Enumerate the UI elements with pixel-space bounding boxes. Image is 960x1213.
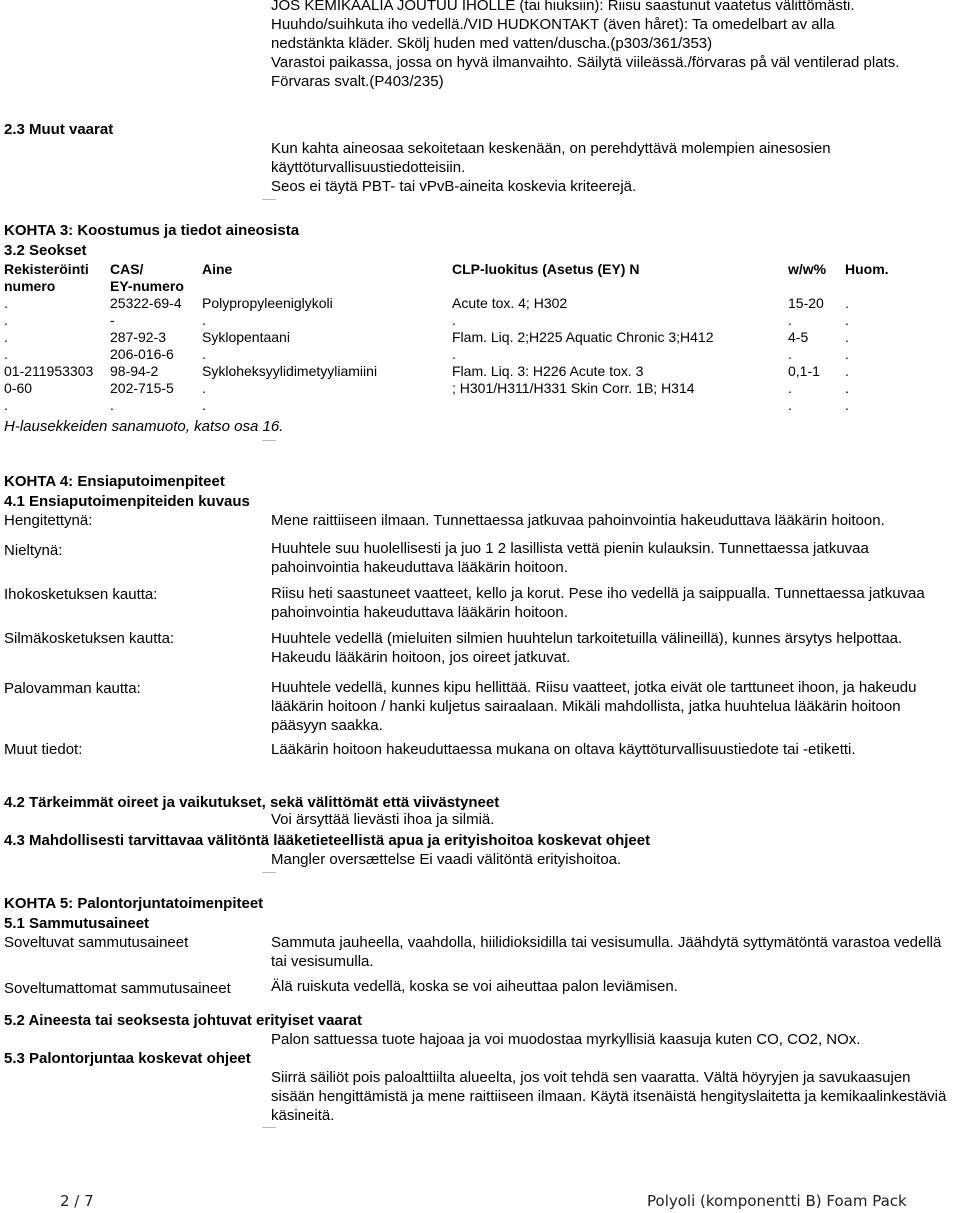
composition-cell-aine: . <box>202 380 206 396</box>
composition-cell-aine: . <box>202 397 206 413</box>
composition-cell-ww: 4-5 <box>788 329 809 345</box>
first-aid-text-other: Lääkärin hoitoon hakeuduttaessa mukana on oltava käyttöturvallisuustiedote tai -etiketti. <box>271 741 856 758</box>
first-aid-label-other: Muut tiedot: <box>4 741 83 758</box>
composition-cell-cas: 98-94-2 <box>110 363 159 379</box>
extinguishing-suitable-text: Sammuta jauheella, vaahdolla, hiilidioksidilla tai vesisumulla. Jäähdytä syttymätöntä varastoa vedellä tai vesisumulla. <box>271 934 942 970</box>
section-4-1-heading: 4.1 Ensiaputoimenpiteiden kuvaus <box>4 493 250 510</box>
composition-cell-aine: Polypropyleeniglykoli <box>202 295 333 311</box>
composition-cell-reg: 01-211953303 <box>4 363 94 379</box>
composition-cell-aine: Sykloheksyylidimetyyliamiini <box>202 363 378 379</box>
composition-cell-reg: 0-60 <box>4 380 33 396</box>
composition-cell-cas: . <box>110 397 114 413</box>
composition-cell-clp: Flam. Liq. 3: H226 Acute tox. 3 <box>452 363 644 379</box>
separator-mark <box>262 872 276 873</box>
composition-cell-aine: Syklopentaani <box>202 329 290 345</box>
header-registration: Rekisteröinti numero <box>4 261 89 294</box>
composition-row <box>4 346 895 363</box>
composition-cell-cas: 202-715-5 <box>110 380 174 396</box>
composition-cell-aine: . <box>202 346 206 362</box>
section-5-1-heading: 5.1 Sammutusaineet <box>4 915 150 932</box>
extinguishing-unsuitable-label: Soveltumattomat sammutusaineet <box>4 980 231 997</box>
composition-cell-ww: . <box>788 346 792 362</box>
separator-mark <box>262 440 276 441</box>
section-5-2-text: Palon sattuessa tuote hajoaa ja voi muodostaa myrkyllisiä kaasuja kuten CO, CO2, NOx. <box>271 1031 861 1048</box>
composition-cell-reg: . <box>4 397 8 413</box>
composition-row <box>4 295 895 312</box>
section-3-heading: KOHTA 3: Koostumus ja tiedot aineosista <box>4 222 300 239</box>
composition-cell-clp: . <box>452 346 456 362</box>
section-5-2-heading: 5.2 Aineesta tai seoksesta johtuvat erityiset vaarat <box>4 1012 362 1029</box>
extinguishing-suitable-label: Soveltuvat sammutusaineet <box>4 934 189 951</box>
h-statements-note: H-lausekkeiden sanamuoto, katso osa 16. <box>4 418 284 435</box>
section-2-3-paragraph-2: Seos ei täytä PBT- tai vPvB-aineita koskevia kriteerejä. <box>271 178 637 195</box>
top-line-5: Förvaras svalt.(P403/235) <box>271 73 444 90</box>
composition-cell-reg: . <box>4 312 8 328</box>
document-title: Polyoli (komponentti B) Foam Pack <box>647 1192 907 1210</box>
first-aid-text-ingestion: Huuhtele suu huolellisesti ja juo 1 2 lasillista vettä pienin kulauksin. Tunnettaessa jatkuvaa pahoinvointia hakeuduttava lääkärin hoitoon. <box>271 540 869 576</box>
composition-cell-ww: 15-20 <box>788 295 824 311</box>
first-aid-label-ingestion: Nieltynä: <box>4 542 63 559</box>
composition-cell-ww: 0,1-1 <box>788 363 820 379</box>
first-aid-label-burns: Palovamman kautta: <box>4 680 141 697</box>
composition-cell-clp: Acute tox. 4; H302 <box>452 295 568 311</box>
section-5-heading: KOHTA 5: Palontorjuntatoimenpiteet <box>4 895 264 912</box>
section-4-2-heading: 4.2 Tärkeimmät oireet ja vaikutukset, sekä välittömät että viivästyneet <box>4 794 500 811</box>
section-4-heading: KOHTA 4: Ensiaputoimenpiteet <box>4 473 225 490</box>
composition-cell-huom: . <box>845 397 849 413</box>
section-3-2-heading: 3.2 Seokset <box>4 242 87 259</box>
composition-row <box>4 397 895 414</box>
header-cas: CAS/ EY-numero <box>110 261 184 294</box>
first-aid-text-eyes: Huuhtele vedellä (mieluiten silmien huuhtelun tarkoitetuilla välineillä), kunnes ärsytys helpottaa. Hakeudu lääkärin hoitoon, jos oireet jatkuvat. <box>271 630 903 666</box>
separator-mark <box>262 1127 276 1128</box>
composition-cell-cas: 287-92-3 <box>110 329 167 345</box>
composition-cell-clp <box>452 397 788 414</box>
extinguishing-unsuitable-text: Älä ruiskuta vedellä, koska se voi aiheuttaa palon leviämisen. <box>271 978 678 995</box>
section-5-3-heading: 5.3 Palontorjuntaa koskevat ohjeet <box>4 1050 251 1067</box>
composition-cell-reg: . <box>4 295 8 311</box>
separator-mark <box>262 199 276 200</box>
section-4-3-heading: 4.3 Mahdollisesti tarvittavaa välitöntä lääketieteellistä apua ja erityishoitoa koskevat ohjeet <box>4 832 651 849</box>
first-aid-label-skin: Ihokosketuksen kautta: <box>4 586 158 603</box>
composition-cell-cas: 206-016-6 <box>110 346 174 362</box>
composition-cell-huom: . <box>845 363 849 379</box>
first-aid-text-burns: Huuhtele vedellä, kunnes kipu hellittää. Riisu vaatteet, jotka eivät ole tarttuneet ihoon, ja hakeudu lääkärin hoitoon / hanki kuljetus sairaalaan. Mikäli mahdollista, jatka huuhtelua lääkärin hoitoon pääsyyn saakka. <box>271 679 917 734</box>
top-line-3: nedstänkta kläder. Skölj huden med vatten/duscha.(p303/361/353) <box>271 35 713 52</box>
section-4-2-text: Voi ärsyttää lievästi ihoa ja silmiä. <box>271 811 495 828</box>
top-line-4: Varastoi paikassa, jossa on hyvä ilmanvaihto. Säilytä viileässä./förvaras på väl ventilerad plats. <box>271 54 900 71</box>
composition-cell-ww: . <box>788 380 792 396</box>
composition-cell-huom: . <box>845 346 849 362</box>
composition-row <box>4 380 895 397</box>
composition-row <box>4 312 895 329</box>
composition-cell-huom: . <box>845 380 849 396</box>
composition-table <box>4 261 895 414</box>
section-4-3-text: Mangler oversættelse Ei vaadi välitöntä erityishoitoa. <box>271 851 622 868</box>
first-aid-label-eyes: Silmäkosketuksen kautta: <box>4 630 175 647</box>
header-ww: w/w% <box>788 261 827 277</box>
composition-cell-ww: . <box>788 312 792 328</box>
composition-cell-cas: - <box>110 312 115 328</box>
section-2-3-paragraph-1: Kun kahta aineosaa sekoitetaan keskenään, on perehdyttävä molempien ainesosien käyttöturvallisuustiedotteisiin. <box>271 140 831 176</box>
composition-row <box>4 329 895 346</box>
composition-cell-clp: ; H301/H311/H331 Skin Corr. 1B; H314 <box>452 380 695 396</box>
composition-cell-clp: . <box>452 312 456 328</box>
composition-cell-clp: Flam. Liq. 2;H225 Aquatic Chronic 3;H412 <box>452 329 714 345</box>
section-5-3-text: Siirrä säiliöt pois paloalttiilta alueelta, jos voit tehdä sen vaaratta. Vältä höyryjen ja savukaasujen sisään hengittämistä ja mene raittiiseen ilmaan. Käytä itsenäistä hengityslaitetta ja kemikaalinkestäviä käsineitä. <box>271 1069 947 1124</box>
first-aid-text-inhalation: Mene raittiiseen ilmaan. Tunnettaessa jatkuvaa pahoinvointia hakeuduttava lääkärin hoitoon. <box>271 512 885 529</box>
composition-cell-ww: . <box>788 397 792 413</box>
composition-table-header <box>4 261 895 295</box>
header-clp: CLP-luokitus (Asetus (EY) N <box>452 261 640 277</box>
header-substance: Aine <box>202 261 233 277</box>
composition-cell-reg: . <box>4 346 8 362</box>
composition-cell-cas: 25322-69-4 <box>110 295 182 311</box>
first-aid-text-skin: Riisu heti saastuneet vaatteet, kello ja korut. Pese iho vedellä ja saippualla. Tunnettaessa jatkuvaa pahoinvointia hakeuduttava lääkärin hoitoon. <box>271 585 925 621</box>
composition-cell-huom: . <box>845 312 849 328</box>
page-number: 2 / 7 <box>60 1192 94 1210</box>
top-line-2: Huuhdo/suihkuta iho vedellä./VID HUDKONTAKT (även håret): Ta omedelbart av alla <box>271 16 835 33</box>
composition-cell-huom: . <box>845 295 849 311</box>
first-aid-label-inhalation: Hengitettynä: <box>4 512 93 529</box>
top-continuation-block <box>271 0 951 91</box>
top-line-1: JOS KEMIKAALIA JOUTUU IHOLLE (tai hiuksiin): Riisu saastunut vaatetus välittömästi. <box>271 0 855 14</box>
section-2-3-heading: 2.3 Muut vaarat <box>4 121 114 138</box>
composition-cell-reg: . <box>4 329 8 345</box>
header-notes: Huom. <box>845 261 889 277</box>
composition-cell-huom: . <box>845 329 849 345</box>
composition-cell-aine: . <box>202 312 206 328</box>
composition-row <box>4 363 895 380</box>
